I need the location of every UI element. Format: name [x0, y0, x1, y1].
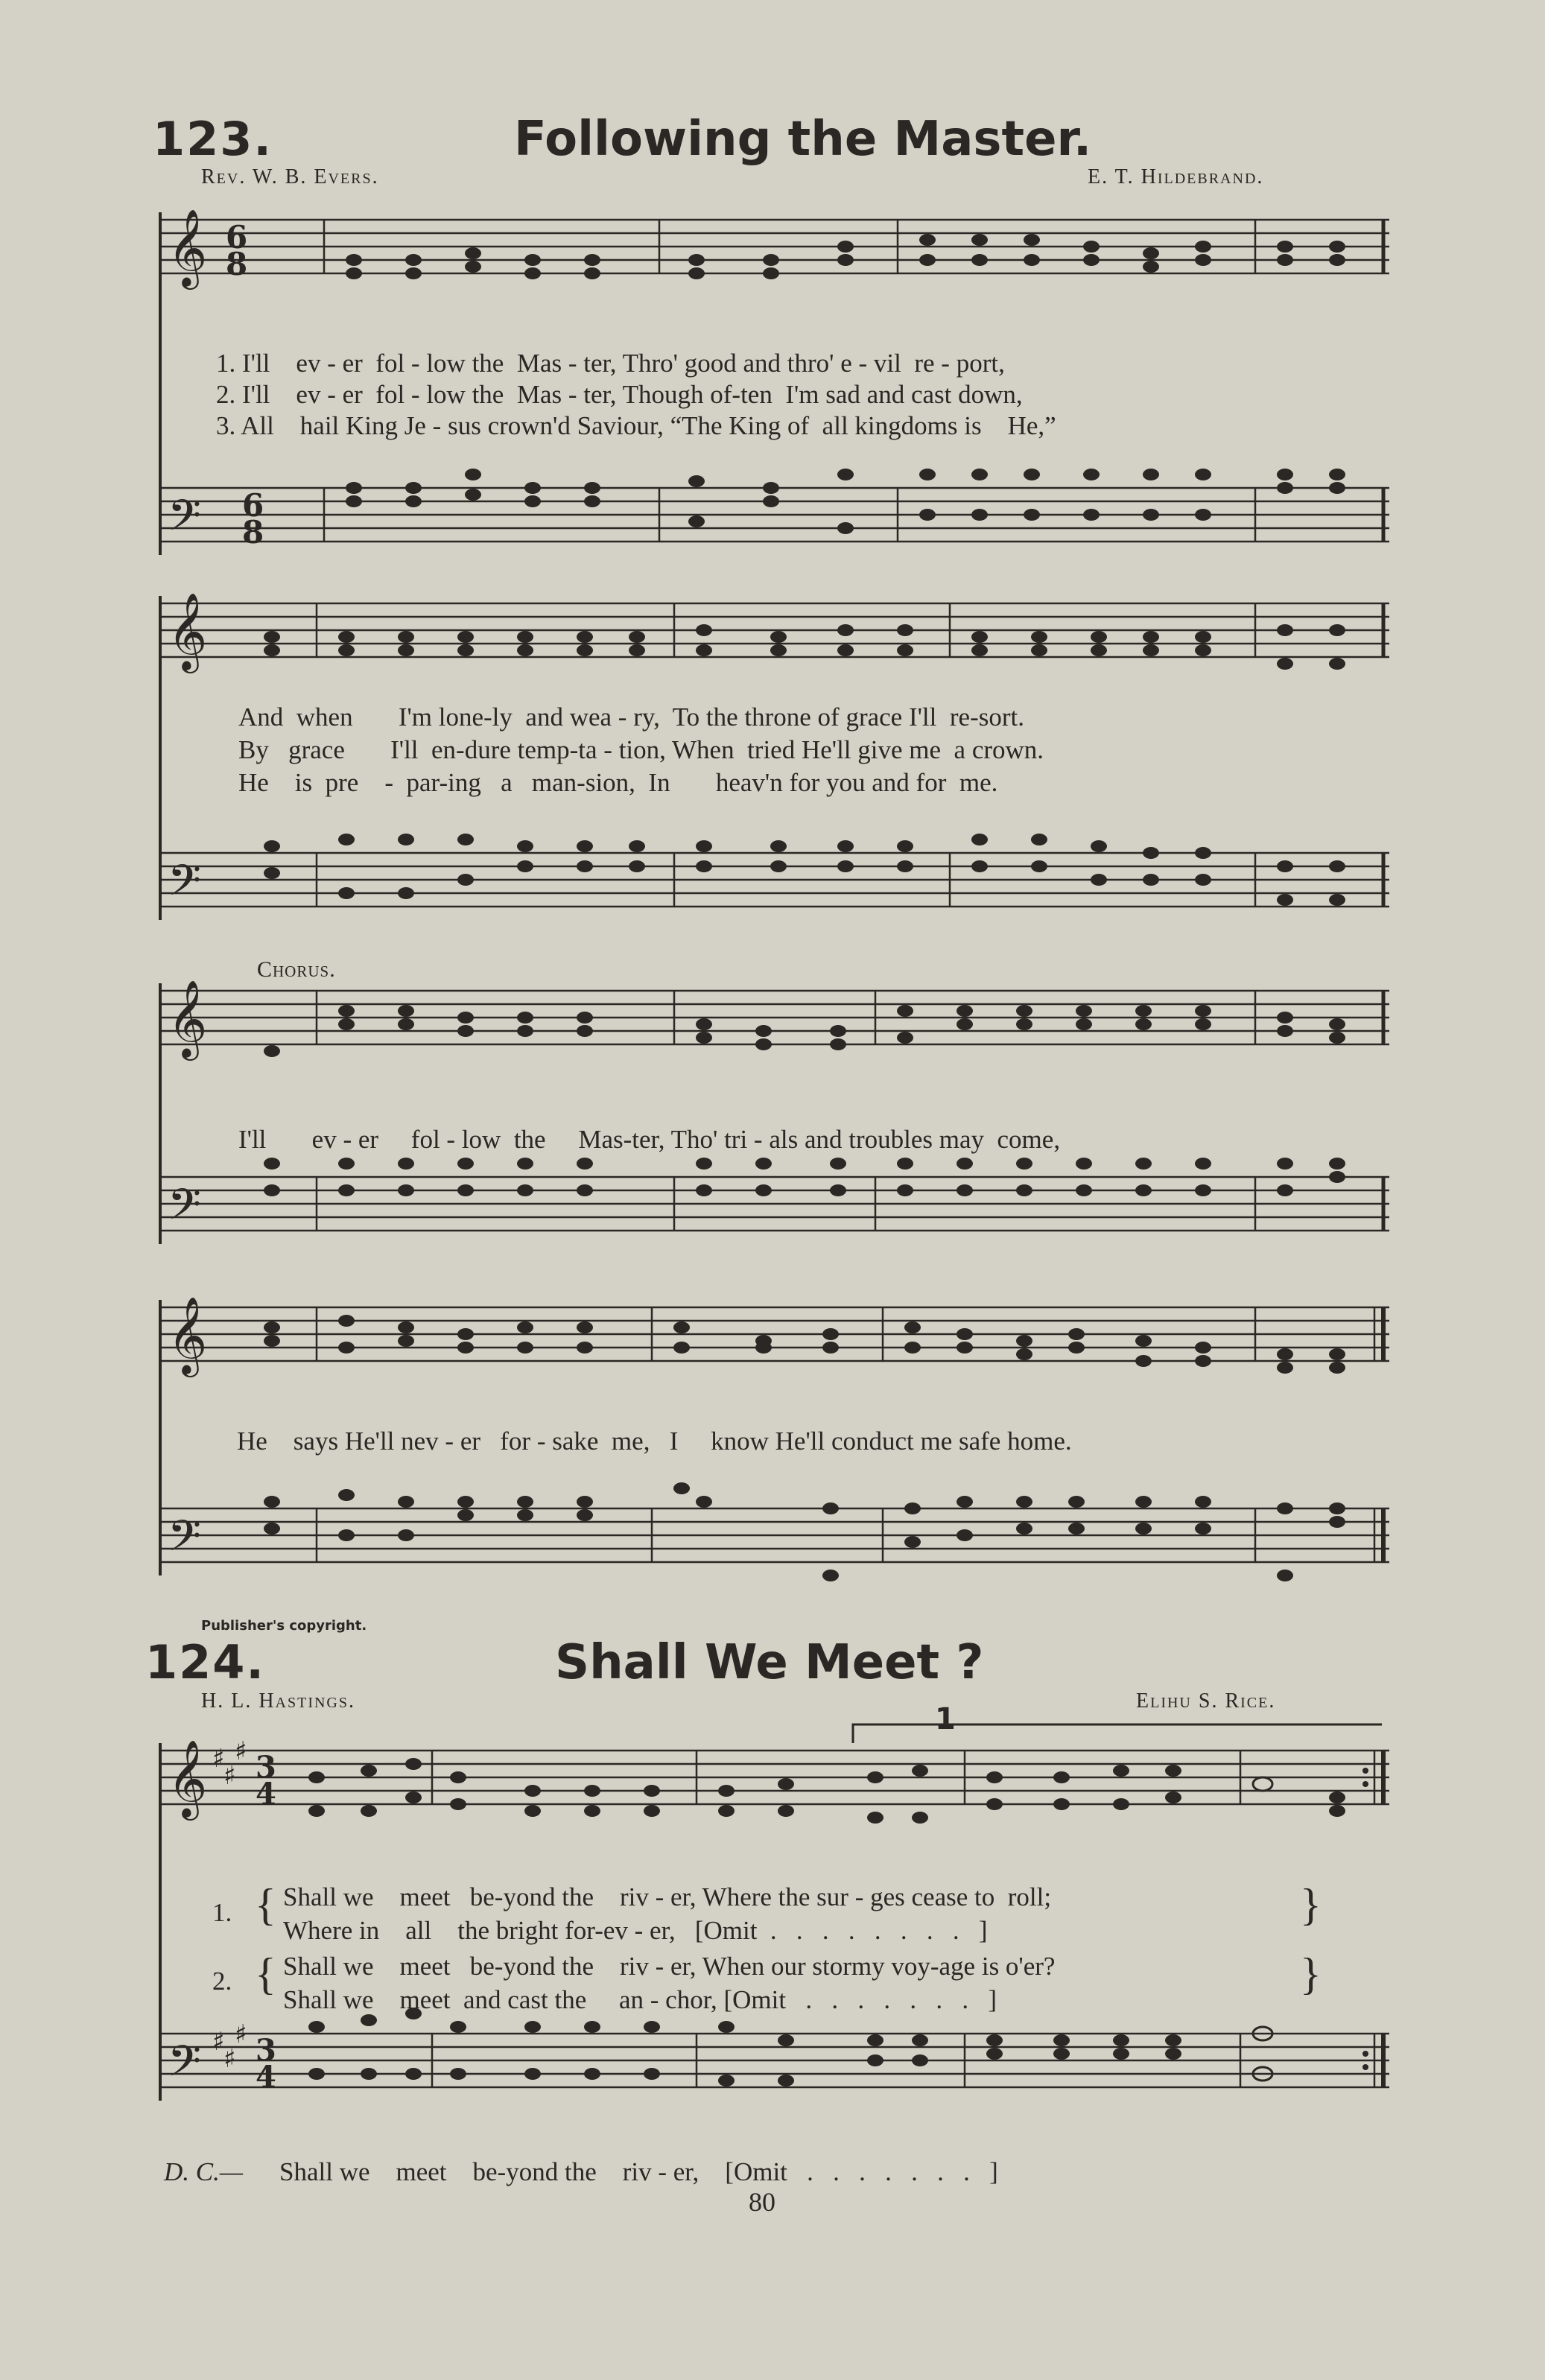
- hymn-124-verse-1b: Where in all the bright for-ev - er, [Omit . . . . . . . . ]: [283, 1916, 988, 1945]
- svg-text:6: 6: [226, 219, 248, 256]
- verse-1-right-brace: }: [1300, 1880, 1322, 1929]
- hymn-123-verse-2b: By grace I'll en-dure temp-ta - tion, When tried He'll give me a crown.: [238, 735, 1044, 764]
- svg-text:4: 4: [256, 1777, 276, 1812]
- copyright-notice: Publisher's copyright.: [201, 1618, 367, 1634]
- hymn-123-verse-1b: And when I'm lone-ly and wea - ry, To the throne of grace I'll re-sort.: [238, 702, 1024, 732]
- svg-text:6: 6: [242, 487, 264, 524]
- svg-text:𝄢: 𝄢: [168, 490, 202, 551]
- hymn-124-verse-1a: Shall we meet be-yond the riv - er, Where the sur - ges cease to roll;: [283, 1882, 1052, 1911]
- svg-text:♯: ♯: [212, 2027, 225, 2057]
- svg-text:3: 3: [256, 2033, 276, 2068]
- verse-2-left-brace: {: [255, 1949, 276, 1999]
- svg-text:𝄞: 𝄞: [168, 1739, 208, 1818]
- hymn-124-verse-2a: Shall we meet be-yond the riv - er, When our stormy voy-age is o'er?: [283, 1952, 1056, 1981]
- svg-text:3: 3: [256, 1750, 276, 1785]
- svg-text:♯: ♯: [223, 2044, 236, 2074]
- svg-text:♯: ♯: [223, 1761, 236, 1791]
- first-ending-number: 1: [935, 1702, 956, 1736]
- svg-text:♯: ♯: [235, 1736, 247, 1766]
- svg-text:♯: ♯: [212, 1744, 225, 1774]
- svg-text:𝄢: 𝄢: [168, 855, 202, 916]
- svg-text:4: 4: [256, 2060, 276, 2095]
- dc-label: D. C.—: [164, 2157, 243, 2186]
- svg-text:𝄞: 𝄞: [168, 980, 208, 1058]
- hymn-123-composer: E. T. Hildebrand.: [1088, 165, 1264, 188]
- hymn-124-verse-2-number: 2.: [212, 1967, 232, 1996]
- hymn-124-composer: Elihu S. Rice.: [1136, 1689, 1276, 1713]
- verse-2-right-brace: }: [1300, 1949, 1322, 1999]
- hymn-124-lyricist: H. L. Hastings.: [201, 1689, 355, 1713]
- svg-text:𝄞: 𝄞: [168, 592, 208, 670]
- svg-text:♯: ♯: [235, 2019, 247, 2049]
- hymn-123-system-4: [138, 1296, 1389, 1613]
- hymn-123-verse-1a: 1. I'll ev - er fol - low the Mas - ter, Thro' good and thro' e - vil re - port,: [216, 349, 1005, 378]
- svg-text:𝄞: 𝄞: [168, 1296, 208, 1374]
- svg-text:𝄞: 𝄞: [168, 209, 208, 287]
- hymn-124-number: 124.: [145, 1635, 265, 1689]
- svg-text:𝄢: 𝄢: [168, 1511, 202, 1572]
- chorus-label: Chorus.: [257, 957, 336, 982]
- svg-text:𝄢: 𝄢: [168, 2036, 202, 2097]
- hymn-123-number: 123.: [153, 112, 273, 166]
- hymn-123-verse-2a: 2. I'll ev - er fol - low the Mas - ter, Though of-ten I'm sad and cast down,: [216, 380, 1023, 409]
- hymn-124-title: Shall We Meet ?: [555, 1635, 984, 1690]
- chorus-line-1: I'll ev - er fol - low the Mas-ter, Tho' tri - als and troubles may come,: [238, 1125, 1061, 1154]
- hymn-123-title: Following the Master.: [514, 112, 1092, 167]
- chorus-line-2: He says He'll nev - er for - sake me, I know He'll conduct me safe home.: [237, 1427, 1072, 1456]
- hymn-123-system-2: [138, 592, 1389, 939]
- hymn-123-lyricist: Rev. W. B. Evers.: [201, 165, 379, 188]
- hymn-124-verse-2b: Shall we meet and cast the an - chor, [Omit . . . . . . . ]: [283, 1985, 997, 2014]
- svg-text:8: 8: [242, 514, 264, 550]
- hymn-123-verse-3b: He is pre - par-ing a man-sion, In heav'n for you and for me.: [238, 768, 998, 797]
- dc-text: Shall we meet be-yond the riv - er, [Omit . . . . . . . ]: [279, 2157, 998, 2186]
- hymn-123-verse-3a: 3. All hail King Je - sus crown'd Saviour, “The King of all kingdoms is He,”: [216, 411, 1056, 440]
- page-number: 80: [749, 2187, 775, 2217]
- verse-1-left-brace: {: [255, 1880, 276, 1929]
- svg-text:𝄢: 𝄢: [168, 1179, 202, 1240]
- hymn-124-verse-1-number: 1.: [212, 1898, 232, 1927]
- svg-text:8: 8: [226, 246, 248, 282]
